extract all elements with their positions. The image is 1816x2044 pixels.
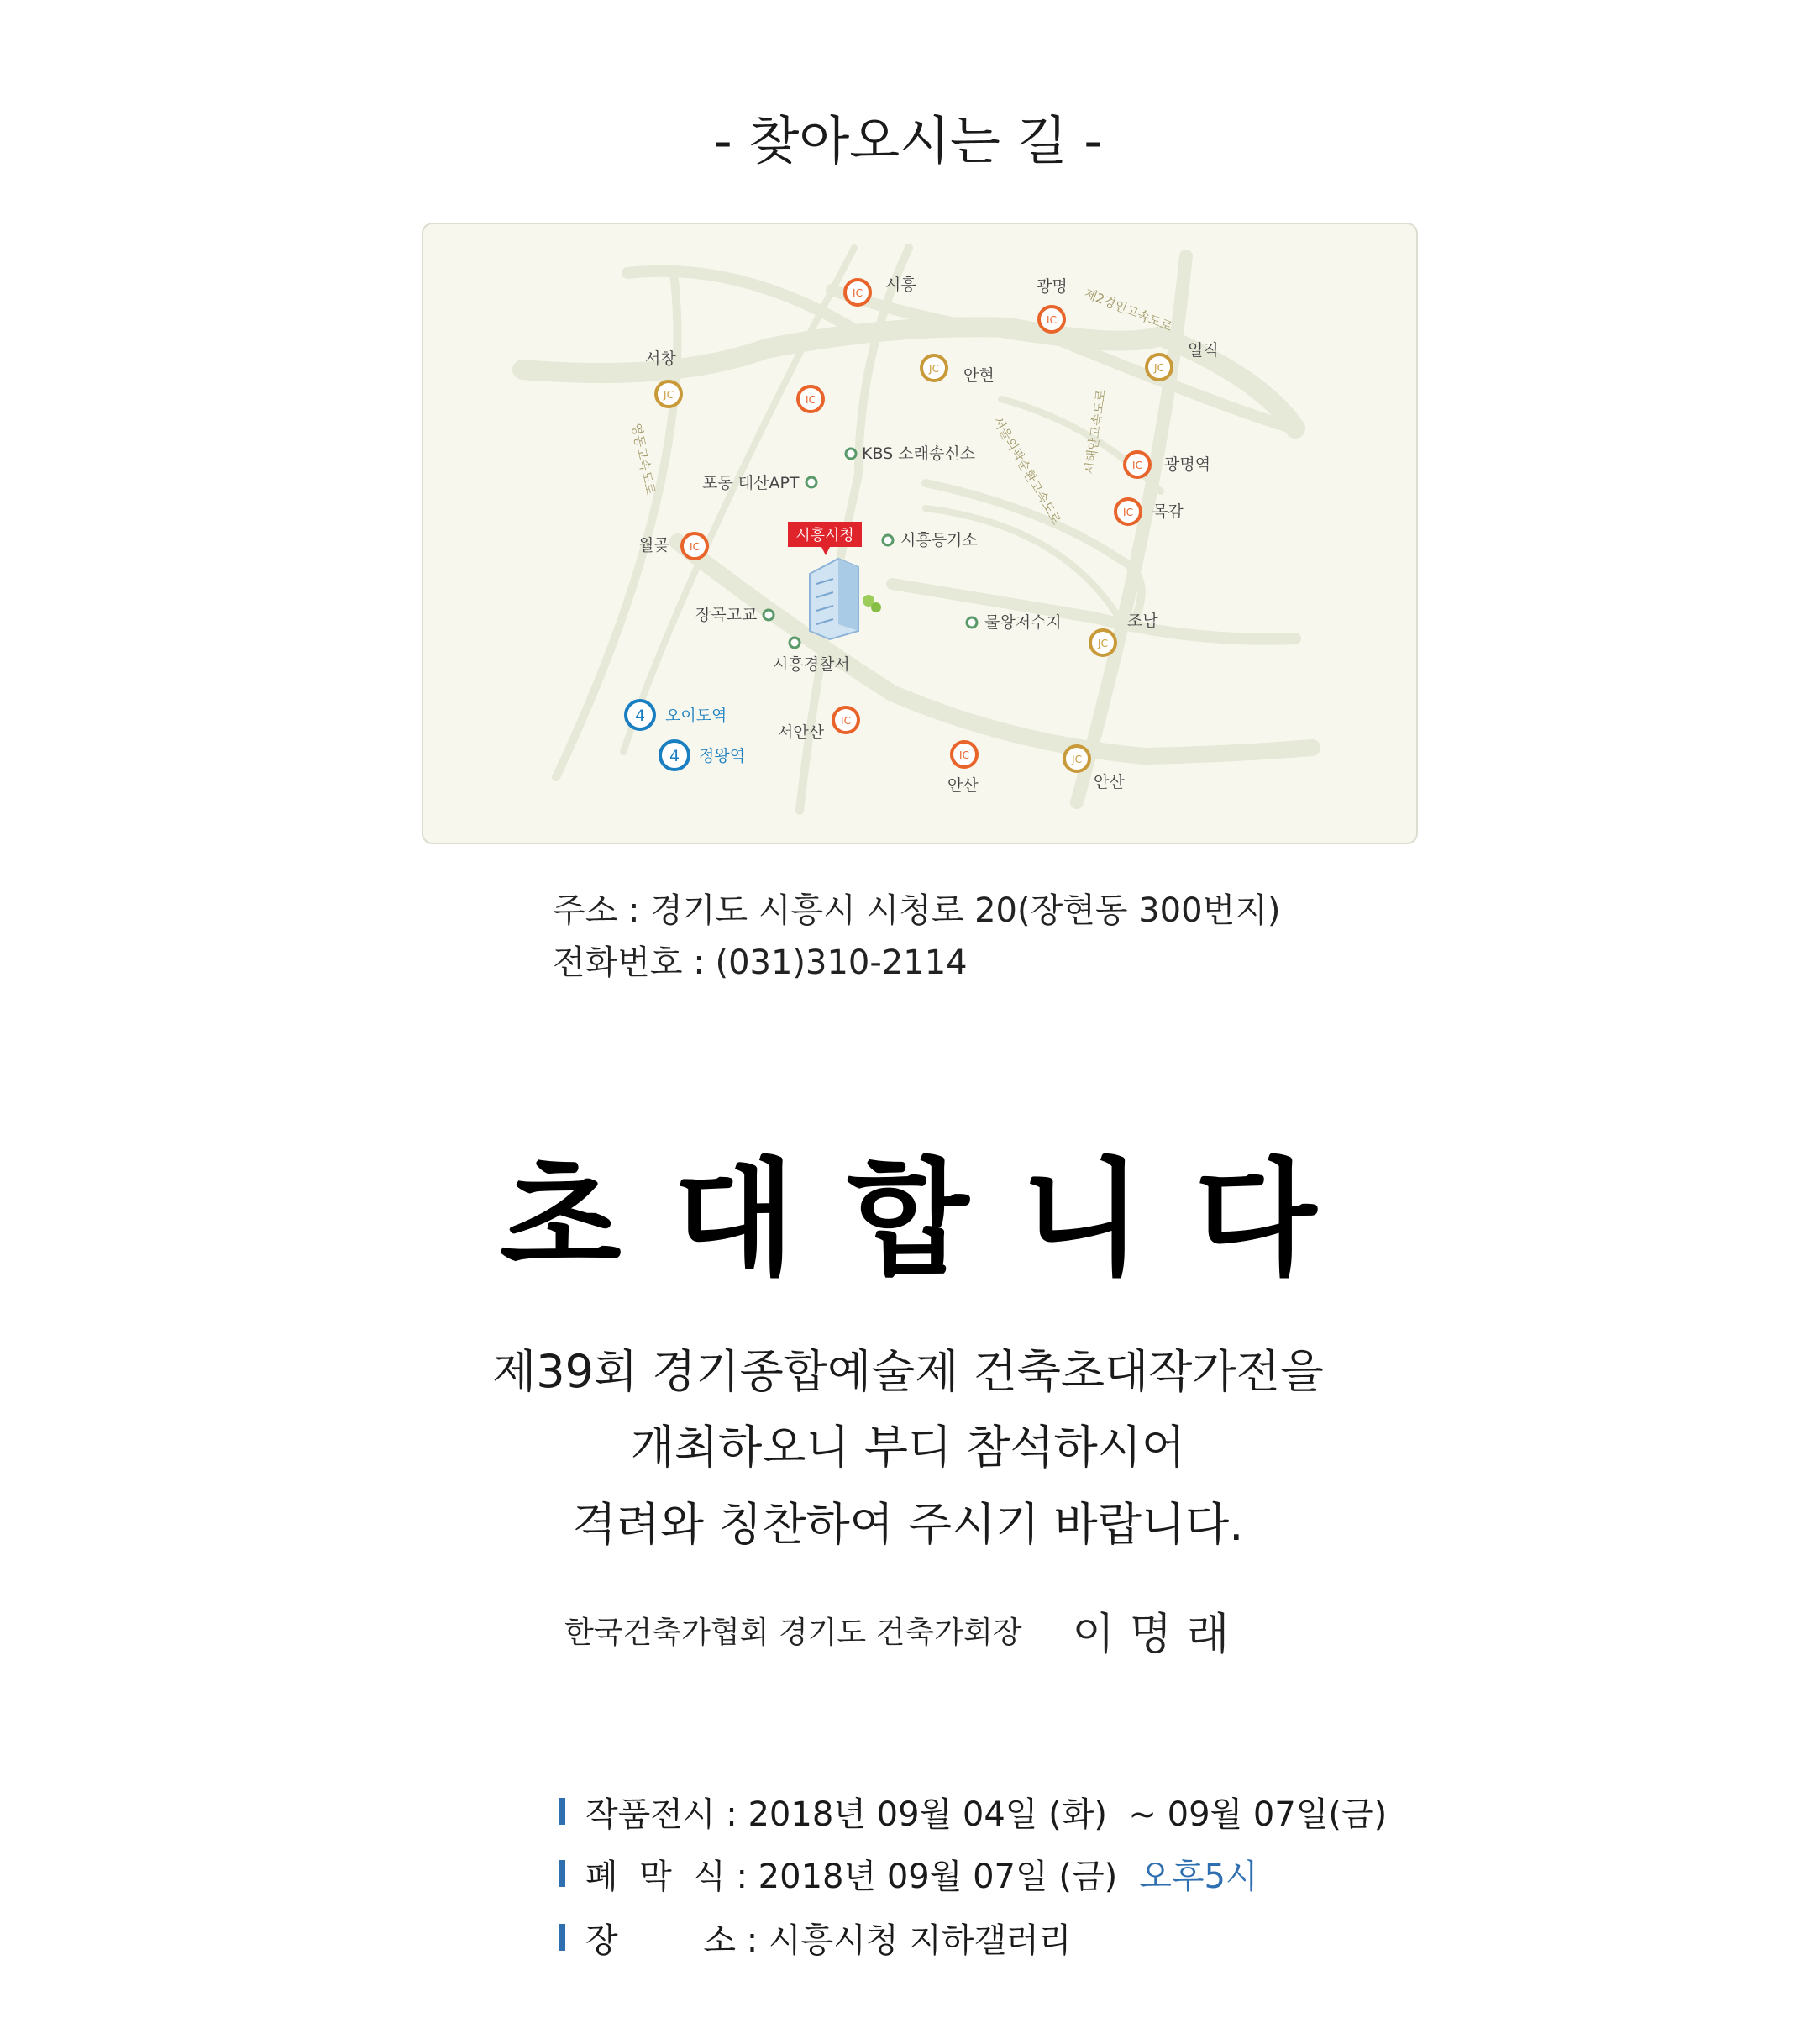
svg-text:IC: IC <box>690 541 700 553</box>
ic-marker <box>845 280 870 305</box>
expressway-label: 제2경인고속도로 <box>1082 286 1175 335</box>
expressway-label: 서해안고속도로 <box>1082 388 1110 476</box>
subway-line-icon <box>660 741 689 770</box>
svg-text:IC: IC <box>841 715 851 727</box>
svg-text:JC: JC <box>1072 754 1082 765</box>
info-row-closing <box>559 1848 1258 1899</box>
expressway-label: 서울외곽순환고속도로 <box>989 414 1064 528</box>
bullet-bar-icon <box>559 1860 565 1887</box>
city-hall-label: 시흥시청 <box>795 527 854 544</box>
invitation-message-line: 제39회 경기종합예술제 건축초대작가전을 <box>492 1345 1324 1398</box>
bullet-bar-icon <box>559 1924 565 1951</box>
map-label: 안산 <box>947 776 979 795</box>
exhibition-dates: 작품전시 : 2018년 09월 04일 (화) ~ 09월 07일(금) <box>585 1794 1388 1834</box>
invitation-message-line: 개최하오니 부디 참석하시어 <box>630 1421 1186 1474</box>
svg-text:JC: JC <box>1154 362 1164 374</box>
ic-marker <box>682 533 707 559</box>
map-label: 시흥경찰서 <box>773 655 850 674</box>
station-label: 오이도역 <box>665 707 727 725</box>
svg-text:IC: IC <box>806 394 816 406</box>
map-label: 물왕저수지 <box>984 613 1062 632</box>
signature-organization: 한국건축가협회 경기도 건축가회장 <box>564 1615 1022 1650</box>
map-label: 장곡고교 <box>695 606 758 624</box>
map-label: 광명역 <box>1164 455 1211 474</box>
location-map <box>422 223 1418 844</box>
signature <box>564 1605 1245 1660</box>
svg-text:IC: IC <box>1047 314 1057 326</box>
svg-text:4: 4 <box>669 747 680 765</box>
ic-marker <box>1125 452 1150 477</box>
bullet-bar-icon <box>559 1798 565 1825</box>
svg-text:JC: JC <box>1098 638 1108 649</box>
map-label: 월곶 <box>638 536 669 554</box>
svg-text:IC: IC <box>1132 460 1142 471</box>
ic-marker <box>833 707 858 733</box>
svg-text:4: 4 <box>634 707 646 725</box>
directions-title: - 찾아오시는 길 - <box>713 110 1103 171</box>
ic-marker <box>798 386 823 412</box>
jc-marker <box>1064 746 1089 771</box>
info-row-exhibition <box>559 1786 1387 1836</box>
map-label: 안현 <box>963 366 995 385</box>
jc-marker <box>921 355 947 381</box>
ic-marker <box>1115 499 1141 524</box>
svg-text:IC: IC <box>1123 507 1133 518</box>
map-label: 서창 <box>645 349 676 368</box>
svg-text:JC: JC <box>929 363 939 375</box>
jc-marker <box>1147 355 1172 380</box>
svg-text:JC: JC <box>664 389 674 401</box>
info-row-venue <box>559 1912 1071 1963</box>
invitation-message-line: 격려와 칭찬하여 주시기 바랍니다. <box>572 1498 1244 1551</box>
map-label: 일직 <box>1188 341 1219 360</box>
phone-text: 전화번호 : (031)310-2114 <box>553 943 968 982</box>
closing-ceremony-date: 폐 막 식 : 2018년 09월 07일 (금) <box>585 1857 1118 1896</box>
map-label: 목감 <box>1152 502 1184 521</box>
invitation-heading: 초대합니다 <box>499 1147 1369 1293</box>
jc-marker <box>656 381 681 407</box>
closing-ceremony-time: 오후5시 <box>1139 1857 1258 1896</box>
map-label: 조남 <box>1127 612 1158 630</box>
svg-text:IC: IC <box>853 287 863 299</box>
map-label: 시흥등기소 <box>900 531 978 549</box>
signature-name: 이명래 <box>1072 1609 1245 1660</box>
ic-marker <box>952 742 977 767</box>
map-label: 포동 태산APT <box>702 474 800 492</box>
address-text: 주소 : 경기도 시흥시 시청로 20(장현동 300번지) <box>553 891 1281 930</box>
expressway-label: 영동고속도로 <box>628 422 659 497</box>
map-label: 안산 <box>1094 773 1125 791</box>
station-label: 정왕역 <box>699 747 746 765</box>
map-label: 시흥 <box>885 276 916 294</box>
svg-text:IC: IC <box>959 749 969 761</box>
jc-marker <box>1090 630 1115 655</box>
map-label: KBS 소래송신소 <box>862 444 976 463</box>
venue-text: 장 소 : 시흥시청 지하갤러리 <box>585 1921 1072 1960</box>
map-label: 서안산 <box>778 723 825 742</box>
ic-marker <box>1039 307 1064 332</box>
map-label: 광명 <box>1037 277 1068 296</box>
subway-line-icon <box>626 701 654 729</box>
